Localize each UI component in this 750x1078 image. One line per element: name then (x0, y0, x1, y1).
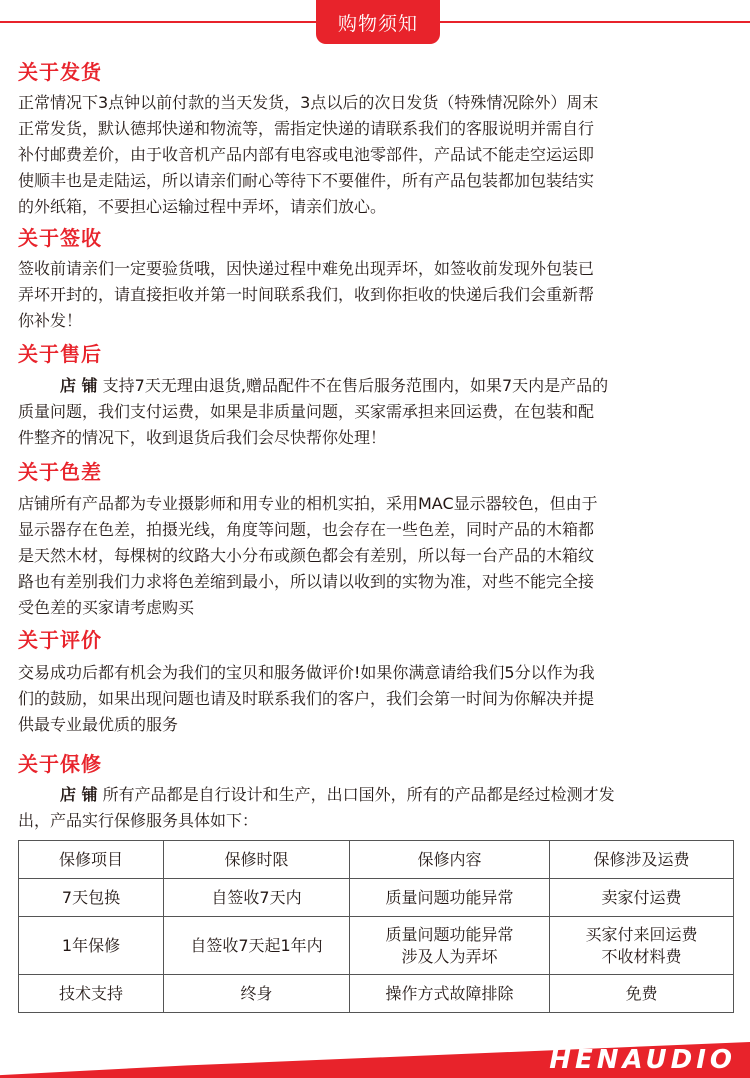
brand-logo: HENAUDIO (549, 1045, 736, 1075)
signing-line: 弄坏开封的，请直接拒收并第一时间联系我们，收到你拒收的快递后我们会重新帮 (18, 285, 595, 304)
table-header: 保修内容 (350, 841, 550, 879)
warranty-heading: 关于保修 (18, 752, 102, 776)
aftersales-line: 件整齐的情况下，收到退货后我们会尽快帮你处理！ (18, 428, 387, 447)
aftersales-text (18, 373, 734, 451)
shipping-line: 补付邮费差价，由于收音机产品内部有电容或电池零部件，产品试不能走空运运即 (18, 145, 595, 164)
table-header-row (19, 841, 734, 879)
table-cell: 终身 (164, 975, 350, 1013)
review-line: 交易成功后都有机会为我们的宝贝和服务做评价!如果你满意请给我们5分以作为我 (18, 663, 595, 682)
signing-line: 你补发！ (18, 311, 83, 330)
shipping-line: 正常情况下3点钟以前付款的当天发货，3点以后的次日发货（特殊情况除外）周末 (18, 93, 599, 112)
color-line: 受色差的买家请考虑购买 (18, 598, 195, 617)
table-cell (550, 917, 734, 975)
table-cell (350, 917, 550, 975)
table-header: 保修涉及运费 (550, 841, 734, 879)
shipping-line: 的外纸箱，不要担心运输过程中弄坏，请亲们放心。 (18, 197, 387, 216)
shipping-heading: 关于发货 (18, 60, 102, 84)
table-cell-line: 涉及人为弄坏 (401, 946, 498, 966)
color-line: 是天然木材，每棵树的纹路大小分布或颜色都会有差别，所以每一台产品的木箱纹 (18, 546, 595, 565)
table-row (19, 917, 734, 975)
table-cell-line: 质量问题功能异常 (385, 924, 514, 944)
review-text (18, 660, 734, 738)
warranty-table (18, 840, 734, 1013)
store-label: 店 铺 (60, 785, 98, 804)
color-text (18, 491, 734, 621)
aftersales-line: 质量问题，我们支付运费，如果是非质量问题，买家需承担来回运费，在包装和配 (18, 402, 595, 421)
aftersales-line: 支持7天无理由退货,赠品配件不在售后服务范围内，如果7天内是产品的 (102, 376, 609, 395)
table-cell: 7天包换 (19, 879, 164, 917)
warranty-line: 出，产品实行保修服务具体如下： (18, 811, 259, 830)
color-line: 路也有差别我们力求将色差缩到最小，所以请以收到的实物为准，对些不能完全接 (18, 572, 595, 591)
shipping-text (18, 90, 734, 220)
table-cell-line: 不收材料费 (601, 946, 682, 966)
signing-text (18, 256, 734, 334)
shipping-line: 正常发货，默认德邦快递和物流等，需指定快递的请联系我们的客服说明并需自行 (18, 119, 595, 138)
table-cell: 技术支持 (19, 975, 164, 1013)
aftersales-heading: 关于售后 (18, 342, 102, 366)
table-cell: 自签收7天起1年内 (164, 917, 350, 975)
signing-line: 签收前请亲们一定要验货哦，因快递过程中难免出现弄坏，如签收前发现外包装已 (18, 259, 595, 278)
review-line: 们的鼓励，如果出现问题也请及时联系我们的客户，我们会第一时间为你解决并提 (18, 689, 595, 708)
color-line: 店铺所有产品都为专业摄影师和用专业的相机实拍，采用MAC显示器较色，但由于 (18, 494, 598, 513)
table-cell-line: 买家付来回运费 (585, 924, 698, 944)
color-heading: 关于色差 (18, 460, 102, 484)
review-line: 供最专业最优质的服务 (18, 715, 179, 734)
store-label: 店 铺 (60, 376, 98, 395)
table-row (19, 975, 734, 1013)
table-cell: 卖家付运费 (550, 879, 734, 917)
shipping-line: 使顺丰也是走陆运，所以请亲们耐心等待下不要催件，所有产品包装都加包装结实 (18, 171, 595, 190)
table-header: 保修时限 (164, 841, 350, 879)
page-title: 购物须知 (316, 0, 440, 44)
warranty-text (18, 782, 734, 834)
table-cell: 1年保修 (19, 917, 164, 975)
table-row (19, 879, 734, 917)
color-line: 显示器存在色差，拍摄光线，角度等问题，也会存在一些色差，同时产品的木箱都 (18, 520, 595, 539)
table-cell: 免费 (550, 975, 734, 1013)
review-heading: 关于评价 (18, 628, 102, 652)
warranty-line: 所有产品都是自行设计和生产，出口国外，所有的产品都是经过检测才发 (102, 785, 615, 804)
table-cell: 操作方式故障排除 (350, 975, 550, 1013)
table-header: 保修项目 (19, 841, 164, 879)
table-cell: 质量问题功能异常 (350, 879, 550, 917)
signing-heading: 关于签收 (18, 226, 102, 250)
table-cell: 自签收7天内 (164, 879, 350, 917)
